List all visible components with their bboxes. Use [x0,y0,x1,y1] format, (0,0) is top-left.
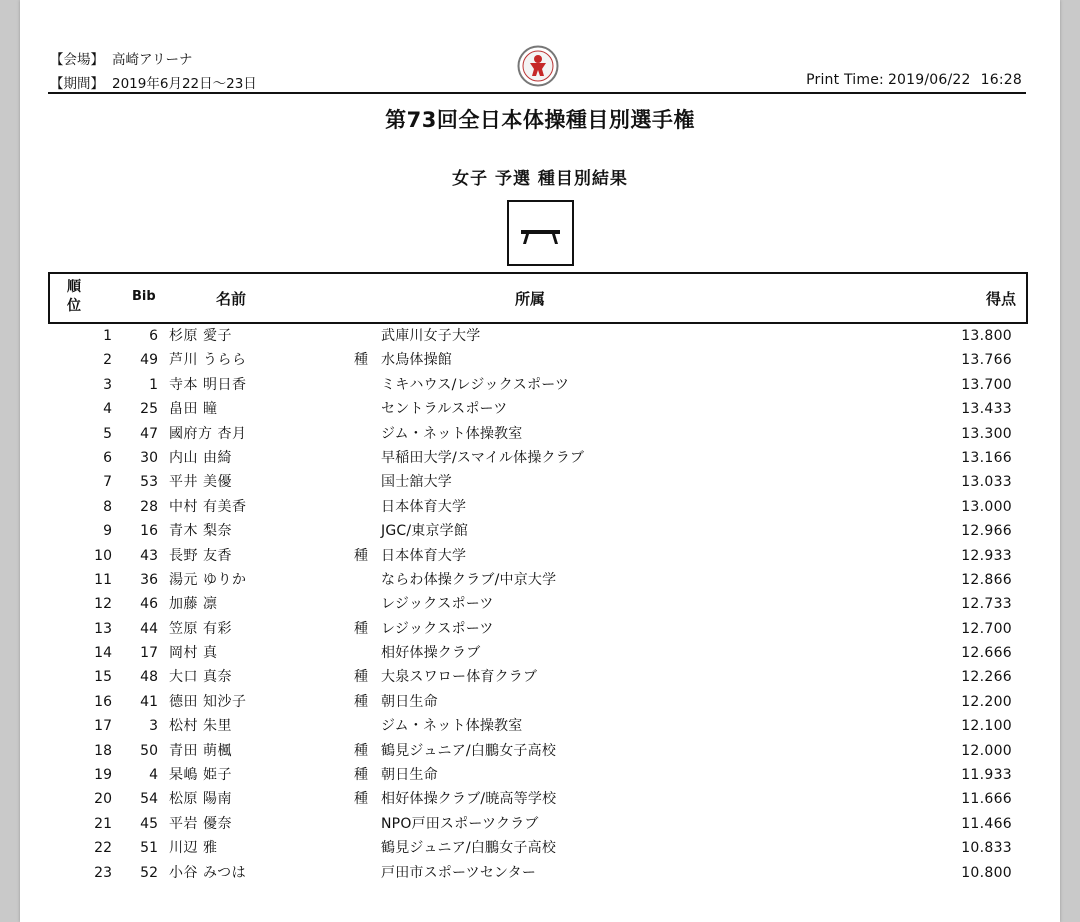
athlete-name-cell: 中村 有美香 [169,498,247,515]
results-table [48,324,1024,885]
bib-cell: 49 [140,352,158,369]
rank-cell: 19 [94,767,112,784]
print-time-label: Print Time: [806,72,884,88]
table-row [48,519,1024,543]
rank-cell: 9 [103,523,112,540]
table-row [48,324,1024,348]
athlete-name-cell: 大口 真奈 [169,669,232,686]
period-label: 【期間】 [50,76,104,92]
table-row [48,373,1024,397]
table-row [48,470,1024,494]
rank-cell: 3 [103,376,112,393]
seed-mark-cell: 種 [354,693,368,710]
bib-cell: 16 [140,523,158,540]
affiliation-cell: 鶴見ジュニア/白鵬女子高校 [381,840,557,857]
print-time [806,72,1022,88]
bib-cell: 28 [140,498,158,515]
score-cell: 13.800 [961,328,1012,344]
athlete-name-cell: 寺本 明日香 [169,376,247,393]
affiliation-cell: NPO戸田スポーツクラブ [381,815,539,832]
page-subtitle: 女子 予選 種目別結果 [452,169,628,189]
table-row [48,641,1024,665]
document-page [20,0,1060,922]
seed-mark-cell: 種 [354,669,368,686]
athlete-name-cell: 湯元 ゆりか [169,571,247,588]
table-row [48,836,1024,860]
bib-cell: 1 [149,376,158,393]
bib-cell: 45 [140,815,158,832]
score-cell: 12.266 [961,669,1012,686]
table-row [48,422,1024,446]
rank-cell: 1 [103,328,112,344]
athlete-name-cell: 畠田 瞳 [169,401,218,418]
rank-cell: 13 [94,620,112,637]
affiliation-cell: レジックスポーツ [381,620,494,637]
rank-cell: 12 [94,596,112,613]
score-cell: 11.466 [961,815,1012,832]
athlete-name-cell: 松村 朱里 [169,718,232,735]
score-cell: 12.933 [961,547,1012,564]
bib-cell: 44 [140,620,158,637]
score-cell: 13.300 [961,425,1012,442]
seed-mark-cell: 種 [354,352,368,369]
bib-cell: 51 [140,840,158,857]
affiliation-cell: 相好体操クラブ [381,645,481,662]
rank-cell: 18 [94,742,112,759]
table-row [48,739,1024,763]
rank-cell: 7 [103,474,112,491]
score-cell: 10.833 [961,840,1012,857]
bib-cell: 43 [140,547,158,564]
table-row [48,495,1024,519]
seed-mark-cell: 種 [354,620,368,637]
score-cell: 12.100 [961,718,1012,735]
affiliation-column-header: 所属 [515,290,546,308]
athlete-name-cell: 内山 由綺 [169,449,232,466]
table-row [48,544,1024,568]
rank-cell: 6 [103,449,112,466]
affiliation-cell: ジム・ネット体操教室 [381,718,523,735]
rank-cell: 10 [94,547,112,564]
table-row [48,592,1024,616]
athlete-name-cell: 青木 梨奈 [169,523,232,540]
event-info [50,48,257,96]
athlete-name-cell: 加藤 凛 [169,596,218,613]
bib-cell: 3 [149,718,158,735]
rank-cell: 8 [103,498,112,515]
score-cell: 11.666 [961,791,1012,808]
bib-cell: 4 [149,767,158,784]
athlete-name-cell: 長野 友香 [169,547,232,564]
affiliation-cell: 水鳥体操館 [381,352,452,369]
score-cell: 13.433 [961,401,1012,418]
bib-cell: 54 [140,791,158,808]
bib-cell: 47 [140,425,158,442]
athlete-name-cell: 國府方 杏月 [169,425,247,442]
bib-cell: 6 [149,328,158,344]
affiliation-cell: 日本体育大学 [381,498,467,515]
table-row [48,812,1024,836]
score-cell: 12.733 [961,596,1012,613]
athlete-name-cell: 小谷 みつは [169,864,247,881]
header-divider [48,92,1026,94]
table-row [48,763,1024,787]
balance-beam-icon [507,200,574,266]
score-cell: 10.800 [961,864,1012,881]
bib-cell: 46 [140,596,158,613]
period-value: 2019年6月22日～23日 [112,76,257,92]
print-time-clock: 16:28 [980,72,1022,88]
rank-cell: 16 [94,693,112,710]
affiliation-cell: 国士舘大学 [381,474,452,491]
rank-header-bottom: 位 [67,298,81,314]
rank-cell: 14 [94,645,112,662]
rank-column-header [62,278,86,316]
athlete-name-cell: 杉原 愛子 [169,328,232,344]
table-row [48,348,1024,372]
rank-header-top: 順 [67,279,81,295]
print-time-date: 2019/06/22 [887,72,971,88]
table-row [48,617,1024,641]
affiliation-cell: 武庫川女子大学 [381,328,481,344]
score-cell: 12.866 [961,571,1012,588]
score-cell: 12.000 [961,742,1012,759]
athlete-name-cell: 青田 萌楓 [169,742,232,759]
bib-cell: 50 [140,742,158,759]
rank-cell: 20 [94,791,112,808]
bib-cell: 25 [140,401,158,418]
bib-cell: 36 [140,571,158,588]
table-row [48,861,1024,885]
rank-cell: 11 [94,571,112,588]
score-cell: 12.666 [961,645,1012,662]
affiliation-cell: セントラルスポーツ [381,401,508,418]
affiliation-cell: 戸田市スポーツセンター [381,864,537,881]
affiliation-cell: レジックスポーツ [381,596,494,613]
bib-cell: 30 [140,449,158,466]
rank-cell: 23 [94,864,112,881]
athlete-name-cell: 芦川 うらら [169,352,247,369]
affiliation-cell: 早稲田大学/スマイル体操クラブ [381,449,585,466]
table-row [48,446,1024,470]
score-cell: 13.166 [961,449,1012,466]
table-row [48,714,1024,738]
bib-cell: 48 [140,669,158,686]
rank-cell: 2 [103,352,112,369]
venue-label: 【会場】 [50,52,104,68]
name-column-header: 名前 [216,290,247,308]
affiliation-cell: 相好体操クラブ/暁高等学校 [381,791,557,808]
score-cell: 12.966 [961,523,1012,540]
score-cell: 13.700 [961,376,1012,393]
seed-mark-cell: 種 [354,742,368,759]
affiliation-cell: JGC/東京学館 [381,523,469,540]
seed-mark-cell: 種 [354,767,368,784]
table-row [48,787,1024,811]
rank-cell: 21 [94,815,112,832]
affiliation-cell: ならわ体操クラブ/中京大学 [381,571,557,588]
athlete-name-cell: 笠原 有彩 [169,620,232,637]
gymnastics-association-logo-icon [517,45,559,87]
bib-cell: 41 [140,693,158,710]
score-cell: 13.033 [961,474,1012,491]
athlete-name-cell: 平岩 優奈 [169,815,232,832]
bib-cell: 53 [140,474,158,491]
affiliation-cell: 朝日生命 [381,767,438,784]
table-row [48,690,1024,714]
venue-value: 高崎アリーナ [112,52,193,68]
seed-mark-cell: 種 [354,791,368,808]
score-cell: 12.200 [961,693,1012,710]
results-table-header [48,272,1028,324]
venue-row [50,48,257,72]
seed-mark-cell: 種 [354,547,368,564]
table-row [48,665,1024,689]
score-cell: 11.933 [961,767,1012,784]
affiliation-cell: ジム・ネット体操教室 [381,425,523,442]
rank-cell: 5 [103,425,112,442]
score-cell: 12.700 [961,620,1012,637]
affiliation-cell: ミキハウス/レジックスポーツ [381,376,570,393]
affiliation-cell: 大泉スワロー体育クラブ [381,669,538,686]
affiliation-cell: 日本体育大学 [381,547,467,564]
affiliation-cell: 朝日生命 [381,693,438,710]
athlete-name-cell: 川辺 雅 [169,840,218,857]
score-cell: 13.766 [961,352,1012,369]
table-row [48,568,1024,592]
affiliation-cell: 鶴見ジュニア/白鵬女子高校 [381,742,557,759]
score-cell: 13.000 [961,498,1012,515]
bib-column-header: Bib [132,289,156,304]
rank-cell: 17 [94,718,112,735]
rank-cell: 4 [103,401,112,418]
athlete-name-cell: 松原 陽南 [169,791,232,808]
page-title: 第73回全日本体操種目別選手権 [385,108,695,132]
athlete-name-cell: 杲嶋 姫子 [169,767,232,784]
rank-cell: 15 [94,669,112,686]
athlete-name-cell: 平井 美優 [169,474,232,491]
bib-cell: 17 [140,645,158,662]
athlete-name-cell: 岡村 真 [169,645,218,662]
table-row [48,397,1024,421]
bib-cell: 52 [140,864,158,881]
score-column-header: 得点 [985,290,1016,308]
rank-cell: 22 [94,840,112,857]
athlete-name-cell: 德田 知沙子 [169,693,247,710]
